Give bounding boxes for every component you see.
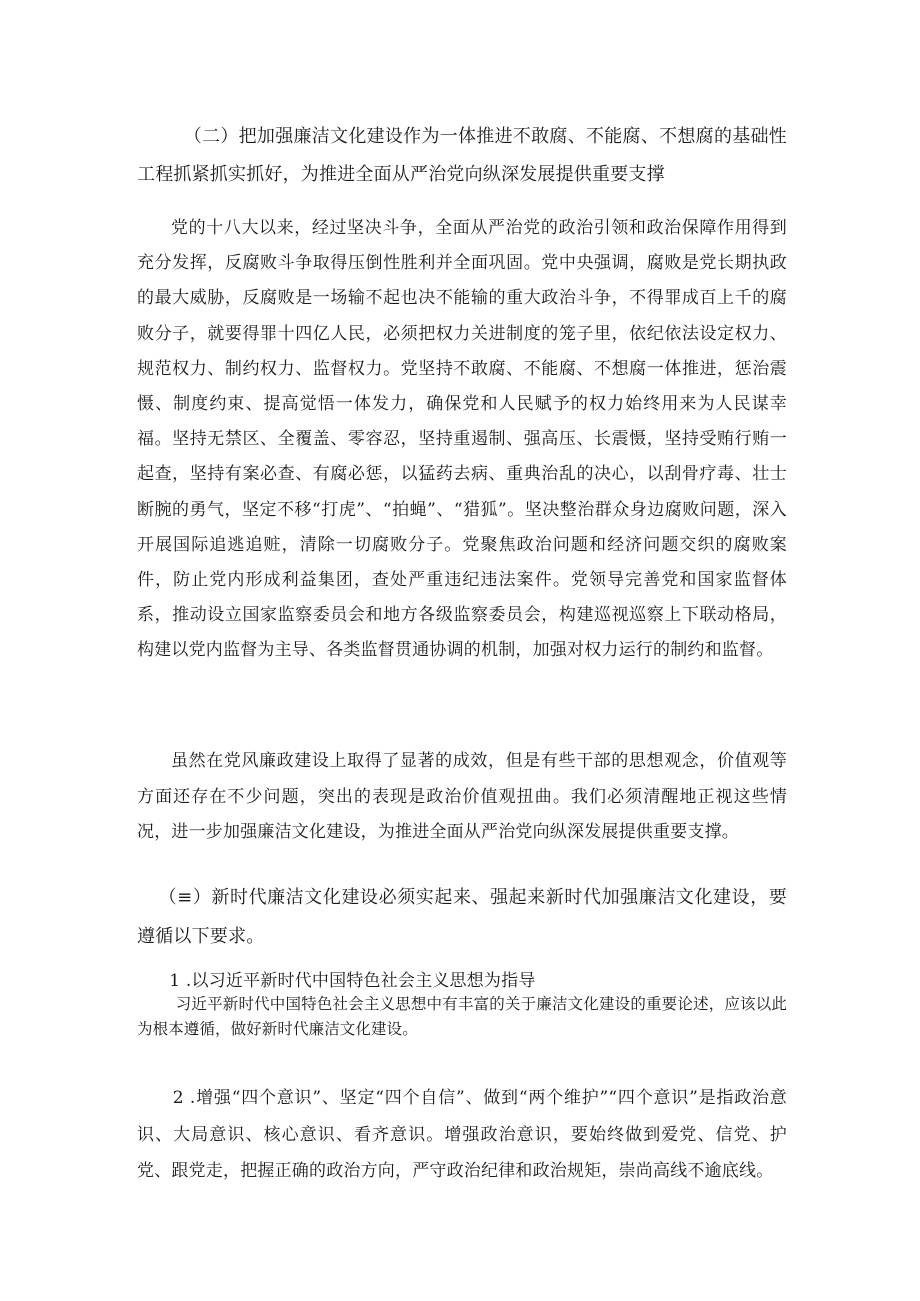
list-item-1-title: 1 .以习近平新时代中国特色社会主义思想为指导 xyxy=(169,971,536,991)
section-heading-3: （≡）新时代廉洁文化建设必须实起来、强起来新时代加强廉洁文化建设，要遵循以下要求。 xyxy=(137,887,787,947)
section-heading-2: （二）把加强廉洁文化建设作为一体推进不敢腐、不能腐、不想腐的基础性工程抓紧抓实抓好，为推进全面从严治党向纵深发展提供重要支撑 xyxy=(137,126,787,185)
body-paragraph-problems: 虽然在党风廉政建设上取得了显著的成效，但是有些干部的思想观念，价值观等方面还存在不少问题，突出的表现是政治价值观扭曲。我们必须清醒地正视这些情况，进一步加强廉洁文化建设，为推进全面从严治党向纵深发展提供重要支撑。 xyxy=(137,751,787,842)
list-item-2: 2 .增强“四个意识”、坚定“四个自信”、做到“两个维护”“四个意识”是指政治意识、大局意识、核心意识、看齐意识。增强政治意识，要始终做到爱党、信党、护党、跟党走，把握正确的政治方向，严守政治纪律和政治规矩，崇尚高线不逾底线。 xyxy=(137,1088,787,1181)
body-paragraph-anticorruption: 党的十八大以来，经过坚决斗争，全面从严治党的政治引领和政治保障作用得到充分发挥，反腐败斗争取得压倒性胜利并全面巩固。党中央强调，腐败是党长期执政的最大威胁，反腐败是一场输不起也决不能输的重大政治斗争，不得罪成百上千的腐败分子，就要得罪十四亿人民，必须把权力关进制度的笼子里，依纪依法设定权力、规范权力、制约权力、监督权力。党坚持不敢腐、不能腐、不想腐一体推进，惩治震慑、制度约束、提高觉悟一体发力，确保党和人民赋予的权力始终用来为人民谋幸福。坚持无禁区、全覆盖、零容忍，坚持重遏制、强高压、长震慑，坚持受贿行贿一起查，坚持有案必查、有腐必惩，以猛药去病、重典治乱的决心，以刮骨疗毒、壮士断腕的勇气，坚定不移“打虎”、“拍蝇”、“猎狐”。坚决整治群众身边腐败问题，深入开展国际追逃追赃，清除一切腐败分子。党聚焦政治问题和经济问题交织的腐败案件，防止党内形成利益集团，查处严重违纪违法案件。党领导完善党和国家监督体系，推动设立国家监察委员会和地方各级监察委员会，构建巡视巡察上下联动格局，构建以党内监督为主导、各类监督贯通协调的机制，加强对权力运行的制约和监督。 xyxy=(137,218,787,661)
list-item-1-body: 习近平新时代中国特色社会主义思想中有丰富的关于廉洁文化建设的重要论述，应该以此为根本遵循，做好新时代廉洁文化建设。 xyxy=(137,995,787,1038)
